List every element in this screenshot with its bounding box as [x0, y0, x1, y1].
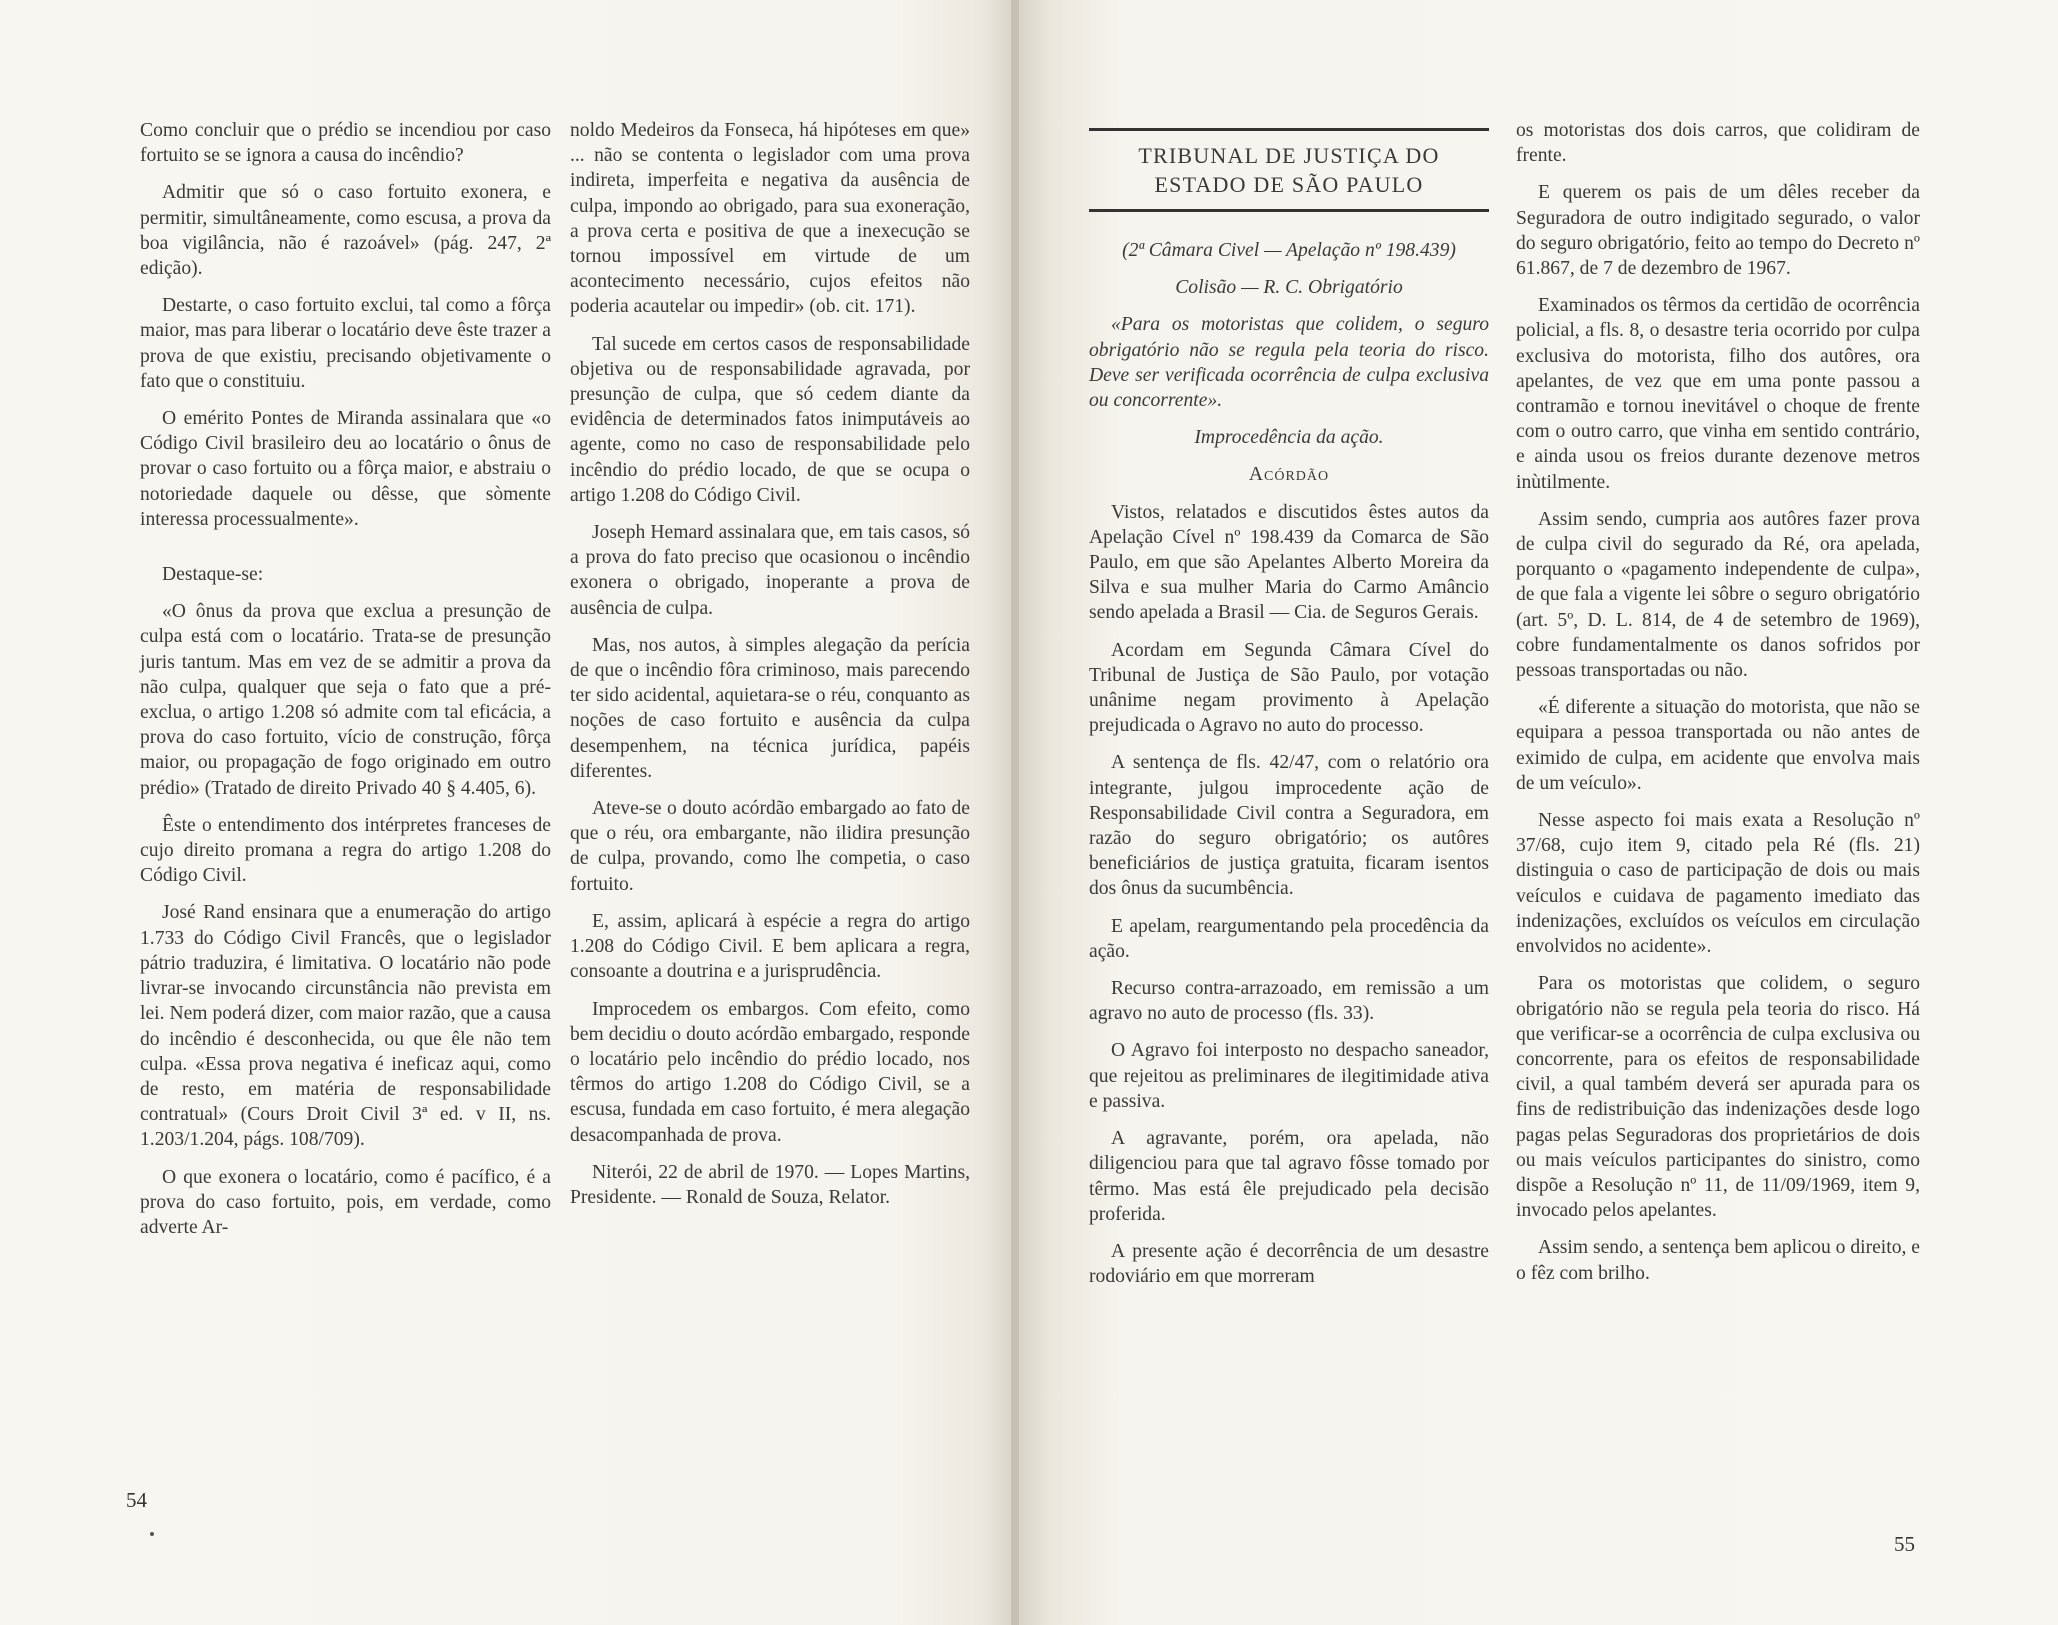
paragraph: A agravante, porém, ora apelada, não diligenciou para que tal agravo fôsse tomado por têrmo. Mas está êle prejudicado pela decisão proferida.	[1089, 1128, 1489, 1225]
paragraph: O que exonera o locatário, como é pacífico, é a prova do caso fortuito, pois, em verdade, como adverte Ar-	[140, 1166, 551, 1238]
paragraph: O Agravo foi interposto no despacho saneador, que rejeitou as preliminares de ilegitimidade ativa e passiva.	[1089, 1040, 1489, 1112]
paragraph: E, assim, aplicará à espécie a regra do artigo 1.208 do Código Civil. E bem aplicara a regra, consoante a doutrina e a jurisprudência.	[570, 910, 970, 983]
right-page-column-1	[1089, 128, 1489, 1301]
paragraph: A sentença de fls. 42/47, com o relatório ora integrante, julgou improcedente ação de Responsabilidade Civil contra a Seguradora, em razão do seguro obrigatório; os autôres beneficiários de justiça gratuita, ficaram isentos dos ônus da sucumbência.	[1089, 752, 1489, 900]
page-number: 55	[1894, 1532, 1915, 1556]
left-page-column-1	[140, 118, 551, 1252]
paragraph: Examinados os têrmos da certidão de ocorrência policial, a fls. 8, o desastre teria ocorrido por culpa exclusiva do motorista, filho dos autôres, ora apelantes, de vez que em uma ponte passou a contramão e tornou inevitável o choque de frente com o outro carro, que vinha em sentido contrário, e ainda usou os freios durante dezenove metros inùtilmente.	[1516, 295, 1920, 493]
case-subject: Colisão — R. C. Obrigatório	[1175, 277, 1403, 299]
paragraph: Assim sendo, a sentença bem aplicou o direito, e o fêz com brilho.	[1516, 1237, 1920, 1284]
paragraph: Assim sendo, cumpria aos autôres fazer prova de culpa civil do segurado da Ré, ora apelada, porquanto o «pagamento independente de culpa», de que fala a vigente lei sôbre o seguro obrigatório (art. 5º, D. L. 814, de 4 de setembro de 1969), cobre fundamentalmente os danos sofridos por pessoas transportadas ou não.	[1516, 508, 1920, 682]
paragraph: Destarte, o caso fortuito exclui, tal como a fôrça maior, mas para liberar o locatário deve êste trazer a prova de que existiu, precisando objetivamente o fato que o constituiu.	[140, 295, 551, 392]
paragraph: Improcedem os embargos. Com efeito, como bem decidiu o douto acórdão embargado, responde o locatário pelo incêndio do prédio locado, nos têrmos do artigo 1.208 do Código Civil, se a escusa, fundada em caso fortuito, é mera alegação desacompanhada de prova.	[570, 998, 970, 1146]
paragraph: Joseph Hemard assinalara que, em tais casos, só a prova do fato preciso que ocasionou o incêndio exonera o obrigado, inoperante a prova de ausência de culpa.	[570, 522, 970, 619]
paragraph: Acordam em Segunda Câmara Cível do Tribunal de Justiça de São Paulo, por votação unânime negam provimento à Apelação prejudicada o Agravo no auto do processo.	[1089, 639, 1489, 737]
paragraph: «É diferente a situação do motorista, que não se equipara a pessoa transportada ou não antes de eximido de culpa, em acidente que envolva mais de um veículo».	[1516, 697, 1920, 794]
paragraph: Para os motoristas que colidem, o seguro obrigatório não se regula pela teoria do risco. Há que verificar-se a ocorrência de culpa exclusiva ou concorrente, para os efeitos de responsabilidade civil, a qual também deverá ser apurada para os fins de redistribuição das indenizações desde logo pagas pelas Seguradoras dos proprietários de dois ou mais veículos participantes do sinistro, como dispõe a Resolução nº 11, de 11/09/1969, item 9, invocado pelos apelantes.	[1516, 973, 1920, 1222]
paragraph: Recurso contra-arrazoado, em remissão a um agravo no auto de processo (fls. 33).	[1089, 978, 1489, 1025]
paragraph: E querem os pais de um dêles receber da Seguradora de outro indigitado segurado, o valor do seguro obrigatório, feito ao tempo do Decreto nº 61.867, de 7 de dezembro de 1967.	[1516, 182, 1920, 280]
ementa: «Para os motoristas que colidem, o seguro obrigatório não se regula pela teoria do risco. Deve ser verificada ocorrência de culpa exclusiva ou concorrente».	[1089, 314, 1489, 412]
quote-paragraph: «O ônus da prova que exclua a presunção de culpa está com o locatário. Trata-se de presunção juris tantum. Mas em vez de se admitir a prova da não culpa, qualquer que seja o fato que a pré-exclua, o artigo 1.208 só admite com tal eficácia, a prova do caso fortuito, vício de construção, fôrça maior, ou propagação de fogo originado em outro prédio» (Tratado de direito Privado 40 § 4.405, 6).	[140, 601, 551, 799]
paragraph: Nesse aspecto foi mais exata a Resolução nº 37/68, cujo item 9, citado pela Ré (fls. 21) distinguia o caso de participação de dois ou mais veículos e cuidava de pagamento imediato das indenizações, excluídos os veículos em circulação envolvidos no acidente».	[1516, 810, 1920, 958]
paragraph: noldo Medeiros da Fonseca, há hipóteses em que» ... não se contenta o legislador com uma prova indireta, imperfeita e negativa da ausência de culpa, impondo ao obrigado, para sua exoneração, a prova certa e positiva de que a inexecução se tornou impossível em virtude de um acontecimento necessário, cujos efeitos não poderia acautelar ou impedir» (ob. cit. 171).	[570, 120, 970, 318]
print-speck	[150, 1532, 154, 1536]
signature-line: Niterói, 22 de abril de 1970. — Lopes Martins, Presidente. — Ronald de Souza, Relator.	[570, 1161, 970, 1208]
paragraph: Tal sucede em certos casos de responsabilidade objetiva ou de responsabilidade agravada, por presunção de culpa, que só cedem diante da evidência de determinados fatos inimputáveis ao agente, como no caso de responsabilidade pelo incêndio do prédio locado, de que se ocupa o artigo 1.208 do Código Civil.	[570, 333, 970, 506]
section-heading: Acórdão	[1248, 464, 1330, 486]
court-name-line-2: ESTADO DE SÃO PAULO	[1154, 172, 1424, 197]
paragraph: O emérito Pontes de Miranda assinalara que «o Código Civil brasileiro deu ao locatário o ônus de provar o caso fortuito ou a fôrça maior, e abstraiu o notoriedade daquele ou dêsse, que sòmente interessa processualmente».	[140, 408, 551, 530]
paragraph: José Rand ensinara que a enumeração do artigo 1.733 do Código Civil Francês, que o legislador pátrio traduzira, é limitativa. O locatário não pode livrar-se invocando circunstância não prevista em lei. Nem poderá dizer, com maior razão, que a causa do incêndio é desconhecida, ou que êle não tem culpa. «Essa prova negativa é ineficaz aqui, como de resto, em matéria de responsabilidade contratual» (Cours Droit Civil 3ª ed. v II, ns. 1.203/1.204, págs. 108/709).	[140, 902, 551, 1151]
left-page-column-2	[570, 118, 970, 1222]
paragraph: Admitir que só o caso fortuito exonera, e permitir, simultâneamente, como escusa, a prova da boa vigilância, não é razoável» (pág. 247, 2ª edição).	[140, 182, 551, 280]
paragraph: A presente ação é decorrência de um desastre rodoviário em que morreram	[1089, 1240, 1489, 1288]
paragraph: Destaque-se:	[162, 564, 264, 586]
paragraph: Vistos, relatados e discutidos êstes autos da Apelação Cível nº 198.439 da Comarca de São Paulo, em que são Apelantes Alberto Moreira da Silva e sua mulher Maria do Carmo Amâncio sendo apelada a Brasil — Cia. de Seguros Gerais.	[1089, 501, 1489, 624]
paragraph: Mas, nos autos, à simples alegação da perícia de que o incêndio fôra criminoso, mais parecendo ter sido acidental, aquietara-se o réu, conquanto as noções de caso fortuito e ausência da culpa desempenhem, na técnica jurídica, papéis diferentes.	[570, 634, 970, 782]
case-reference: (2ª Câmara Civel — Apelação nº 198.439)	[1122, 240, 1456, 261]
left-page	[0, 0, 1013, 1625]
paragraph: Ateve-se o douto acórdão embargado ao fato de que o réu, ora embargante, não ilidira presunção de culpa, provando, como lhe competia, o caso fortuito.	[570, 798, 970, 895]
right-page-column-2	[1516, 118, 1920, 1298]
paragraph: Como concluir que o prédio se incendiou por caso fortuito se se ignora a causa do incêndio?	[140, 120, 551, 167]
paragraph: Êste o entendimento dos intérpretes franceses de cujo direito promana a regra do artigo 1.208 do Código Civil.	[140, 814, 551, 887]
paragraph: E apelam, reargumentando pela procedência da ação.	[1089, 915, 1489, 962]
court-name-line-1: TRIBUNAL DE JUSTIÇA DO	[1138, 143, 1440, 168]
paragraph: os motoristas dos dois carros, que colidiram de frente.	[1516, 120, 1920, 167]
page-number: 54	[126, 1488, 147, 1512]
court-header-box	[1089, 128, 1489, 212]
case-result: Improcedência da ação.	[1194, 427, 1384, 449]
